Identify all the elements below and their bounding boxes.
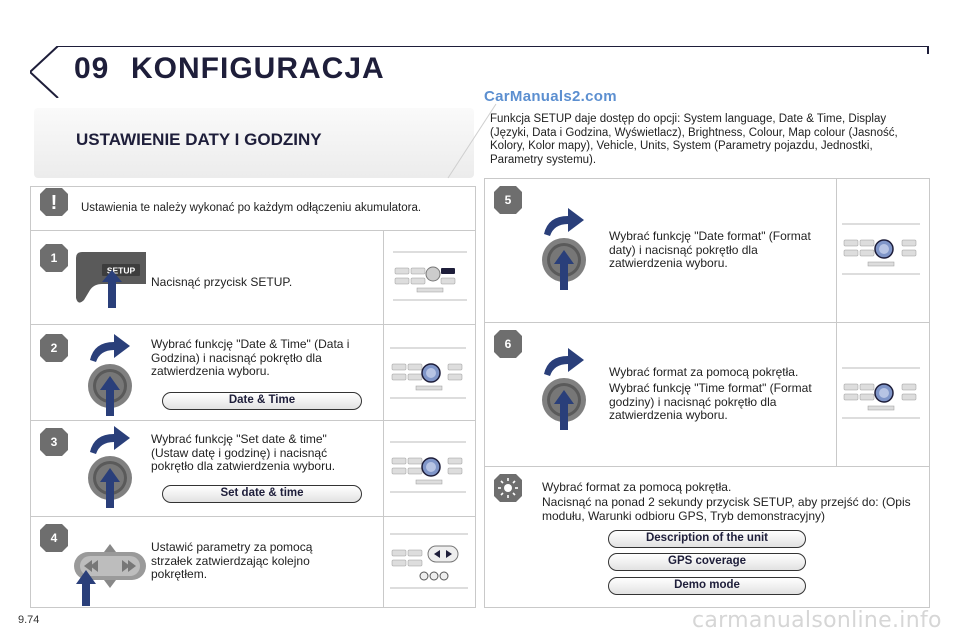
tip-text-1: Wybrać format za pomocą pokrętła. [542,480,732,494]
description-of-unit-option[interactable]: Description of the unit [608,530,806,548]
set-date-time-option[interactable]: Set date & time [162,485,362,503]
demo-mode-option[interactable]: Demo mode [608,577,806,595]
step-1-text: Nacisnąć przycisk SETUP. [151,275,293,289]
radio-panel-thumbnail [840,360,922,426]
step-6-text-2: Wybrać funkcję "Time format" (Format godziny) i nacisnąć pokrętło dla zatwierdzenia wyboru. [609,381,812,422]
radio-panel-thumbnail [388,340,468,406]
footer-watermark: carmanualsonline.info [692,608,942,633]
step-badge [494,330,522,358]
sun-tip-icon [494,474,522,502]
divider [30,420,476,421]
step-badge [494,186,522,214]
warning-text: Ustawienia te należy wykonać po każdym odłączeniu akumulatora. [81,202,422,214]
arrow-keys-icon [70,542,150,606]
radio-panel-thumbnail [840,216,922,282]
divider [30,516,476,517]
intro-text: Funkcja SETUP daje dostęp do opcji: System language, Date & Time, Display (Języki, Data i Godzina, Wyświetlacz), Brightness, Colour, Map colour (Jasność, Kolory, Kolor mapy), Vehicle, Units, System (Parametry pojazdu, Jednostki, Parametry systemu). [490,113,898,166]
svg-text:!: ! [50,192,58,214]
divider [836,178,837,466]
section-title: USTAWIENIE DATY I GODZINY [76,130,322,149]
step-badge [40,428,68,456]
setup-button-icon [72,250,152,310]
rotary-knob-icon [534,206,594,290]
date-time-option[interactable]: Date & Time [162,392,362,410]
tip-text-2: Nacisnąć na ponad 2 sekundy przycisk SETUP, aby przejść do: (Opis modułu, Warunki odbioru GPS, Tryb demonstracyjny) [542,495,911,523]
step-number: 4 [50,531,58,545]
step-badge [40,524,68,552]
watermark: CarManuals2.com [484,88,617,105]
setup-label: SETUP [106,265,136,276]
step-number: 6 [504,337,512,351]
step-3-text: Wybrać funkcję "Set date & time" (Ustaw datę i godzinę) i nacisnąć pokrętło dla zatwierdzenia wyboru. [151,432,336,473]
rotary-knob-icon [80,332,140,416]
step-number: 1 [50,251,58,265]
rotary-knob-icon [80,424,140,508]
divider [484,322,930,323]
divider [383,230,384,608]
chapter-title: KONFIGURACJA [131,52,385,85]
divider [30,324,476,325]
step-5-text: Wybrać funkcję "Date format" (Format daty) i nacisnąć pokrętło dla zatwierdzenia wyboru. [609,229,811,270]
step-number: 5 [504,193,512,207]
step-2-text: Wybrać funkcję "Date & Time" (Data i Godzina) i nacisnąć pokrętło dla zatwierdzenia wyboru. [151,337,350,378]
warning-icon [40,188,68,216]
step-number: 3 [50,435,58,449]
step-badge [40,244,68,272]
chapter-number: 09 [74,52,110,85]
gps-coverage-option[interactable]: GPS coverage [608,553,806,571]
radio-panel-thumbnail [388,434,468,500]
radio-panel-thumbnail [391,244,469,308]
step-6-text-1: Wybrać format za pomocą pokrętła. [609,365,799,379]
step-4-text: Ustawić parametry za pomocą strzałek zatwierdzając kolejno pokrętłem. [151,540,313,581]
page-number: 9.74 [18,614,40,626]
divider [30,230,476,231]
rotary-knob-icon [534,346,594,430]
divider [484,466,930,467]
step-badge [40,334,68,362]
radio-panel-thumbnail [388,528,470,594]
step-number: 2 [50,341,58,355]
